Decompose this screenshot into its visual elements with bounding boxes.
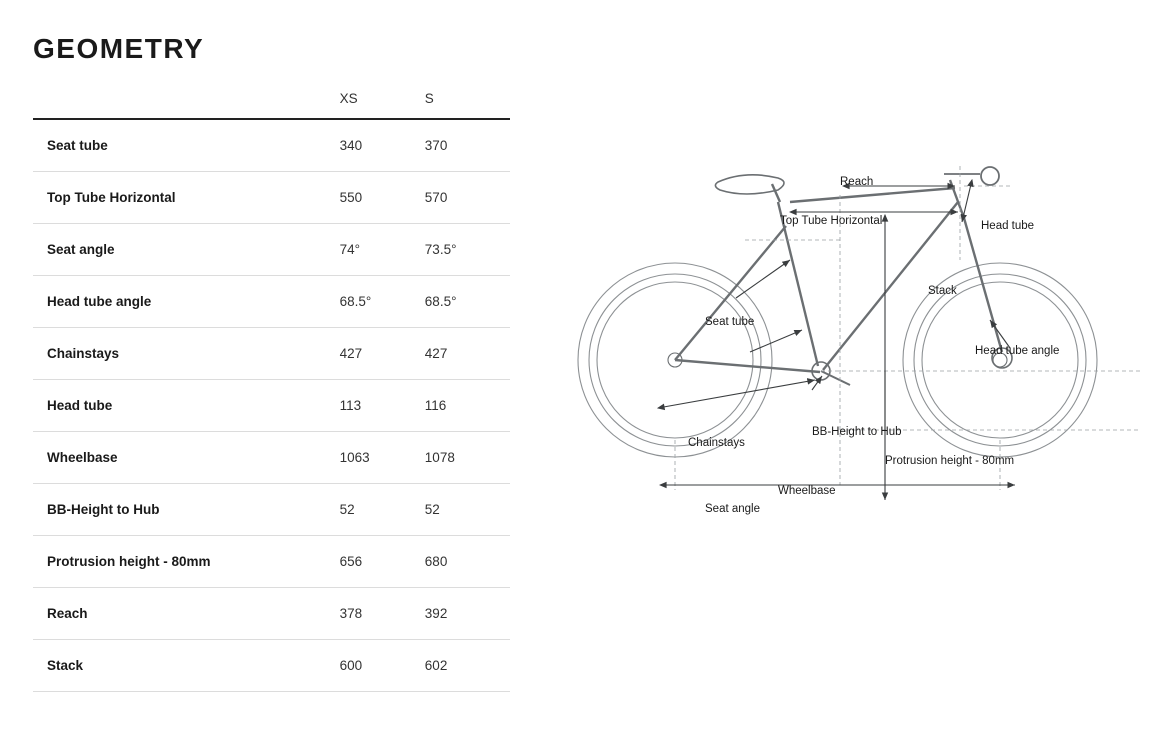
table-header: [33, 85, 510, 119]
row-value-s: 1078: [425, 432, 510, 484]
row-value-xs: 74°: [340, 224, 425, 276]
row-label: Stack: [33, 640, 340, 692]
row-value-s: 680: [425, 536, 510, 588]
page-title: GEOMETRY: [33, 33, 205, 64]
dimension-arrows: [658, 180, 1015, 500]
label-reach: Reach: [840, 176, 874, 188]
label-head-tube-angle: Head tube angle: [975, 345, 1060, 357]
row-value-xs: 340: [340, 119, 425, 172]
row-value-xs: 1063: [340, 432, 425, 484]
row-label: Head tube angle: [33, 276, 340, 328]
row-value-s: 570: [425, 172, 510, 224]
geometry-table: [33, 85, 510, 692]
row-value-xs: 378: [340, 588, 425, 640]
table-body: [33, 119, 510, 692]
table-header-row: [33, 85, 510, 119]
row-label: BB-Height to Hub: [33, 484, 340, 536]
row-value-s: 73.5°: [425, 224, 510, 276]
row-value-s: 52: [425, 484, 510, 536]
row-value-s: 392: [425, 588, 510, 640]
row-value-xs: 427: [340, 328, 425, 380]
bike-diagram-svg: [540, 140, 1160, 540]
column-header-measure: [33, 85, 340, 119]
row-label: Protrusion height - 80mm: [33, 536, 340, 588]
seatpost-icon: [772, 184, 780, 202]
row-value-xs: 52: [340, 484, 425, 536]
row-value-s: 116: [425, 380, 510, 432]
label-seat-angle: Seat angle: [705, 503, 760, 515]
table-row: [33, 224, 510, 276]
row-label: Wheelbase: [33, 432, 340, 484]
bike-geometry-diagram: [540, 140, 1160, 540]
seat-tube-arrow: [736, 260, 790, 298]
row-value-xs: 656: [340, 536, 425, 588]
table-row: [33, 432, 510, 484]
row-value-s: 602: [425, 640, 510, 692]
seat-angle-arrow: [750, 330, 802, 352]
hub-icon: [668, 353, 1007, 367]
row-value-xs: 113: [340, 380, 425, 432]
row-value-s: 370: [425, 119, 510, 172]
table-row: [33, 588, 510, 640]
label-top-tube-horizontal: Top Tube Horizontal: [780, 215, 883, 227]
row-label: Seat angle: [33, 224, 340, 276]
label-stack: Stack: [928, 285, 957, 297]
row-label: Reach: [33, 588, 340, 640]
row-value-xs: 600: [340, 640, 425, 692]
label-head-tube: Head tube: [981, 220, 1035, 232]
label-wheelbase: Wheelbase: [778, 485, 836, 497]
table-row: [33, 640, 510, 692]
saddle-icon: [715, 175, 784, 194]
row-value-xs: 68.5°: [340, 276, 425, 328]
row-label: Chainstays: [33, 328, 340, 380]
row-value-s: 427: [425, 328, 510, 380]
table-row: [33, 172, 510, 224]
bb-height-arrow: [812, 376, 822, 390]
row-value-xs: 550: [340, 172, 425, 224]
table-row: [33, 328, 510, 380]
table-row: [33, 536, 510, 588]
label-protrusion-height: Protrusion height - 80mm: [885, 455, 1015, 467]
table-row: [33, 484, 510, 536]
chainstays-arrow: [658, 380, 815, 408]
table-row: [33, 380, 510, 432]
column-header-s: S: [424, 91, 434, 106]
label-seat-tube: Seat tube: [705, 316, 755, 328]
row-label: Top Tube Horizontal: [33, 172, 340, 224]
label-bb-height-to-hub: BB-Height to Hub: [812, 426, 902, 438]
column-header-xs: XS: [339, 91, 358, 106]
table-row: [33, 119, 510, 172]
table-row: [33, 276, 510, 328]
row-label: Seat tube: [33, 119, 340, 172]
row-value-s: 68.5°: [425, 276, 510, 328]
label-chainstays: Chainstays: [688, 437, 745, 449]
row-label: Head tube: [33, 380, 340, 432]
